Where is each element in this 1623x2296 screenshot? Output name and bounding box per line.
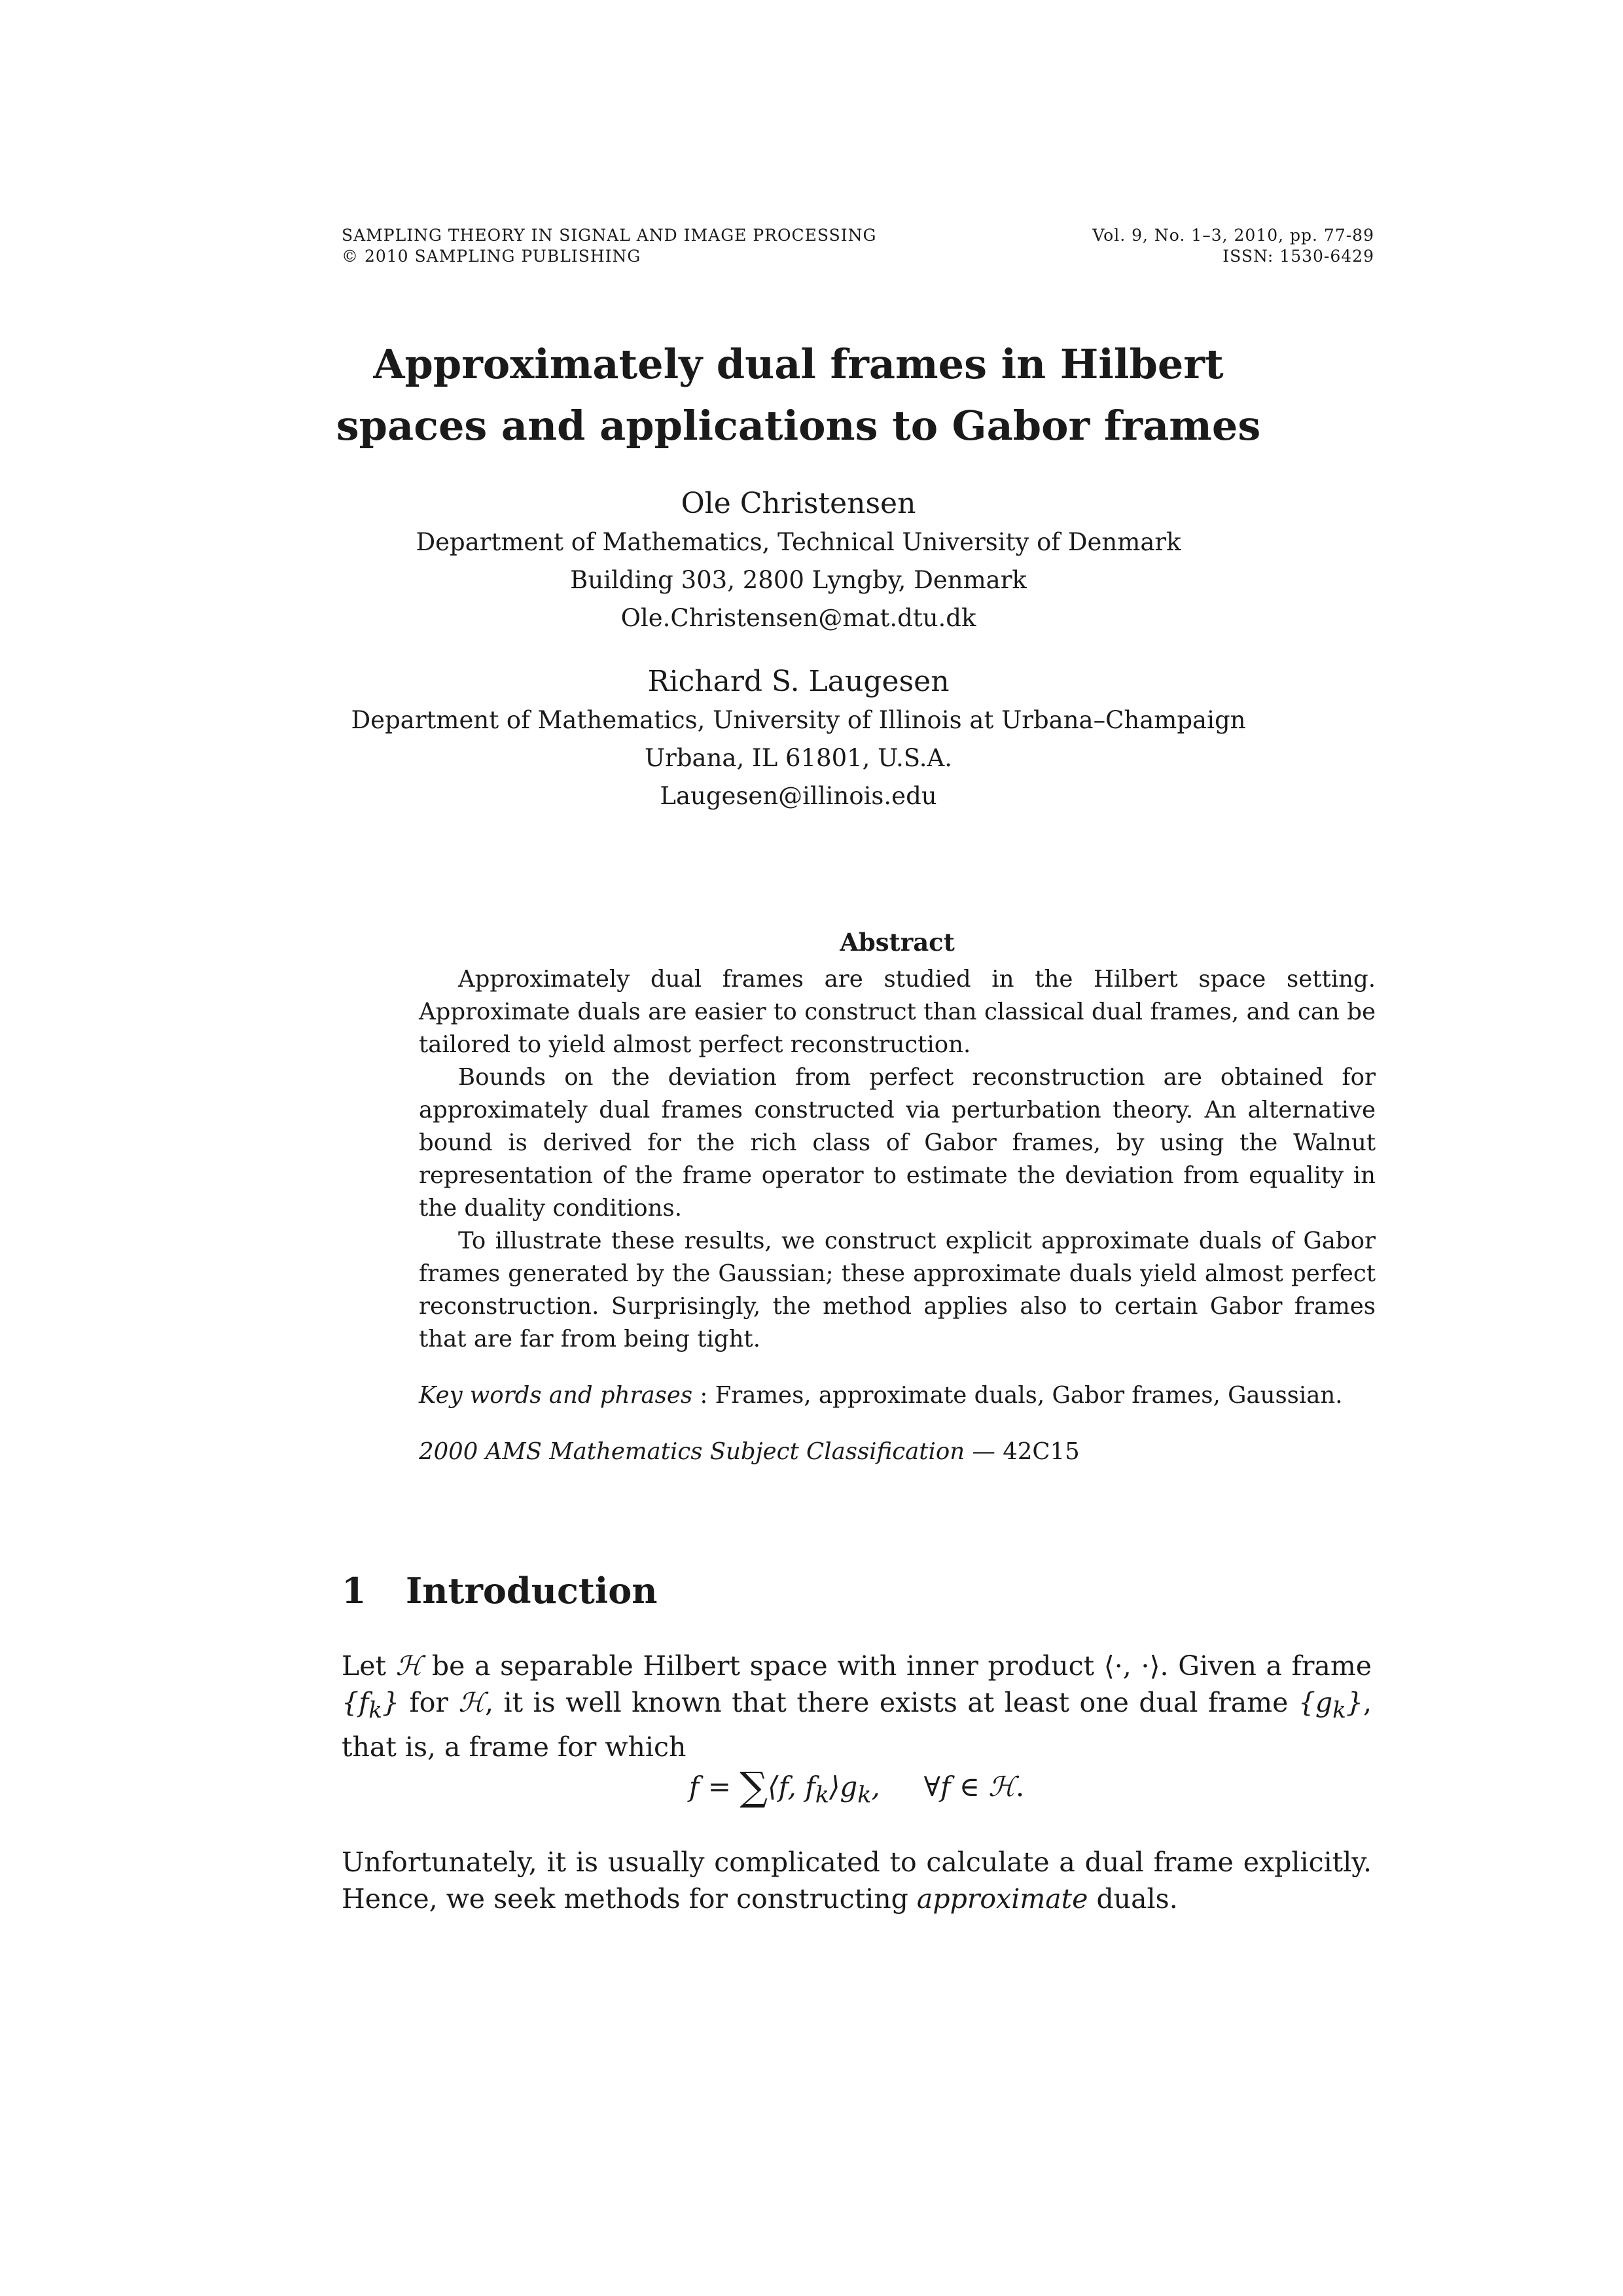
text-run: Let xyxy=(342,1650,396,1682)
text-run: . Given a frame xyxy=(1160,1650,1372,1682)
eq-end: . xyxy=(1015,1771,1025,1803)
keywords-list: Frames, approximate duals, Gabor frames, Gaussian. xyxy=(715,1382,1343,1409)
abstract xyxy=(419,924,1376,1468)
author-department: Department of Mathematics, Technical University of Denmark xyxy=(416,528,1181,556)
copyright-line xyxy=(342,246,876,267)
author-name: Richard S. Laugesen xyxy=(647,665,950,698)
title-line-2: spaces and applications to Gabor frames xyxy=(336,402,1261,450)
author-2 xyxy=(236,662,1361,815)
text-run: duals. xyxy=(1088,1883,1178,1915)
frame-fk xyxy=(342,1687,400,1724)
sum-symbol: ∑ xyxy=(740,1764,768,1810)
text-run: Unfortunately, it is usually complicated to calculate a dual frame explicitly. Hence, we seek methods for constructing xyxy=(342,1846,1372,1915)
eq-inner: ⟨f, f xyxy=(768,1771,815,1803)
ams-separator: — xyxy=(965,1438,1003,1465)
title-line-1: Approximately dual frames in Hilbert xyxy=(373,340,1224,388)
section-heading xyxy=(342,1568,658,1614)
author-1 xyxy=(236,484,1361,637)
author-department: Department of Mathematics, University of Illinois at Urbana–Champaign xyxy=(351,706,1246,734)
running-header-right xyxy=(1092,225,1374,267)
eq-close: ⟩g xyxy=(829,1771,858,1803)
text-run: , that is, a frame for which xyxy=(342,1687,1372,1763)
eq-forall: , ∀f ∈ xyxy=(871,1771,989,1803)
author-address: Building 303, 2800 Lyngby, Denmark xyxy=(570,566,1027,594)
intro-paragraph-1 xyxy=(342,1648,1372,1765)
reconstruction-equation xyxy=(342,1764,1372,1818)
author-email[interactable]: Ole.Christensen@mat.dtu.dk xyxy=(620,604,976,632)
ams-label: 2000 AMS Mathematics Subject Classification xyxy=(419,1438,965,1465)
keywords-label: Key words and phrases xyxy=(419,1382,693,1409)
text-run: be a separable Hilbert space with inner product xyxy=(422,1650,1104,1682)
math-run: } xyxy=(382,1687,400,1718)
frame-gk xyxy=(1298,1687,1363,1724)
publisher: 2010 SAMPLING PUBLISHING xyxy=(364,247,641,266)
subscript-k: k xyxy=(368,1697,382,1724)
math-run: } xyxy=(1346,1687,1363,1718)
hilbert-space-symbol: ℋ xyxy=(395,1650,423,1682)
eq-lhs: f = xyxy=(688,1771,740,1803)
journal-name: SAMPLING THEORY IN SIGNAL AND IMAGE PROCESSING xyxy=(342,226,877,245)
intro-paragraph-2 xyxy=(342,1844,1372,1917)
ams-code: 42C15 xyxy=(1003,1438,1080,1465)
author-name: Ole Christensen xyxy=(681,487,916,520)
eq-sub-k: k xyxy=(815,1782,829,1809)
author-block xyxy=(236,484,1361,815)
text-run: for xyxy=(399,1687,459,1718)
abstract-paragraph: To illustrate these results, we construct explicit approximate duals of Gabor frames generated by the Gaussian; these approximate duals yield almost perfect reconstruction. Surprisingly, the method applies also to certain Gabor frames that are far from being tight. xyxy=(419,1227,1376,1352)
paper-title xyxy=(236,334,1361,457)
hilbert-space-symbol: ℋ xyxy=(988,1771,1016,1803)
running-header-left xyxy=(342,225,876,267)
abstract-heading: Abstract xyxy=(840,928,955,957)
eq-sub-k: k xyxy=(857,1782,872,1809)
ams-classification xyxy=(419,1436,1376,1468)
hilbert-space-symbol: ℋ xyxy=(458,1687,485,1718)
keywords-separator: : xyxy=(692,1382,715,1409)
math-run: {f xyxy=(342,1687,369,1718)
author-address: Urbana, IL 61801, U.S.A. xyxy=(644,744,952,772)
copyright-symbol: © xyxy=(342,247,359,266)
section-number: 1 xyxy=(342,1570,366,1612)
subscript-k: k xyxy=(1332,1697,1346,1724)
volume-info: Vol. 9, No. 1–3, 2010, pp. 77-89 xyxy=(1092,226,1374,245)
section-title: Introduction xyxy=(406,1570,658,1612)
abstract-paragraph: Bounds on the deviation from perfect reconstruction are obtained for approximately dual frames constructed via perturbation theory. An alternative bound is derived for the rich class of Gabor frames, by using the Walnut representation of the frame operator to estimate the deviation from equality in the duality conditions. xyxy=(419,1064,1376,1222)
math-run: {g xyxy=(1298,1687,1333,1718)
emphasis-approximate: approximate xyxy=(916,1883,1088,1915)
abstract-paragraph: Approximately dual frames are studied in the Hilbert space setting. Approximate duals are easier to construct than classical dual frames, and can be tailored to yield almost perfect reconstruction. xyxy=(419,966,1376,1058)
inner-product-symbol: ⟨·, ·⟩ xyxy=(1103,1650,1160,1682)
author-email[interactable]: Laugesen@illinois.edu xyxy=(660,782,937,810)
keywords xyxy=(419,1379,1376,1412)
issn: ISSN: 1530-6429 xyxy=(1222,247,1374,266)
text-run: , it is well known that there exists at least one dual frame xyxy=(484,1687,1298,1718)
